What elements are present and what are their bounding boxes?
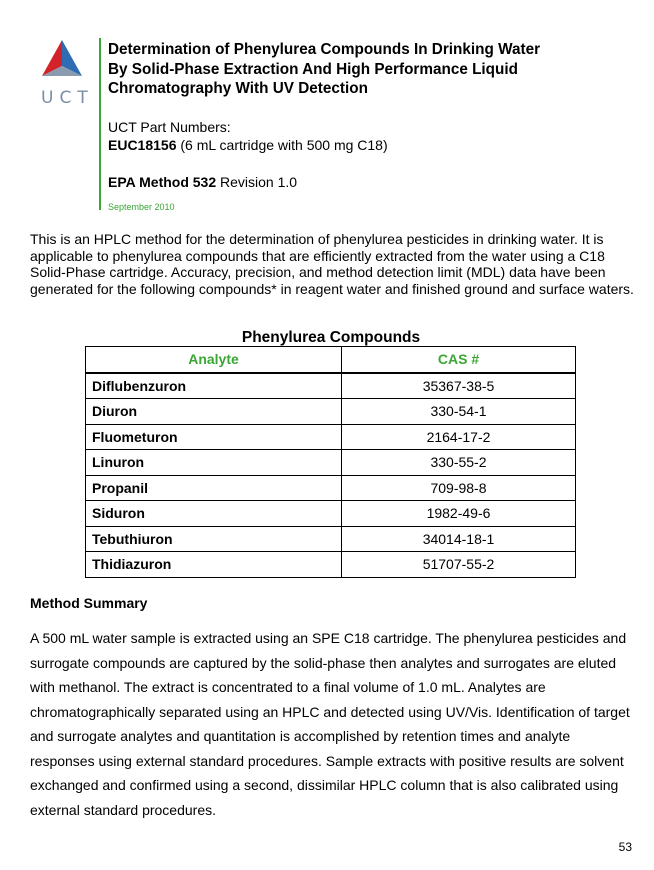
method-line xyxy=(108,173,638,191)
parts-label: UCT Part Numbers: xyxy=(108,118,231,135)
cas-number: 1982-49-6 xyxy=(342,501,576,527)
analyte-name: Fluometuron xyxy=(86,424,342,450)
analyte-name: Propanil xyxy=(86,475,342,501)
title-line: Chromatography With UV Detection xyxy=(108,80,368,97)
column-header-analyte: Analyte xyxy=(86,347,342,373)
logo-text: UCT xyxy=(41,88,94,108)
header xyxy=(108,40,638,212)
table-row xyxy=(86,501,576,527)
uct-logo xyxy=(38,38,94,112)
table-row xyxy=(86,552,576,578)
cas-number: 330-55-2 xyxy=(342,450,576,476)
method-revision: Revision 1.0 xyxy=(216,173,298,190)
analyte-name: Thidiazuron xyxy=(86,552,342,578)
cas-number: 51707-55-2 xyxy=(342,552,576,578)
table-header-row xyxy=(86,347,576,373)
method-name: EPA Method 532 xyxy=(108,173,217,190)
analyte-name: Diflubenzuron xyxy=(86,373,342,399)
analyte-name: Tebuthiuron xyxy=(86,526,342,552)
header-divider xyxy=(99,38,101,210)
table-title: Phenylurea Compounds xyxy=(241,329,421,346)
publish-date: September 2010 xyxy=(108,201,175,212)
title-line: Determination of Phenylurea Compounds In Drinking Water xyxy=(108,41,541,58)
intro-paragraph: This is an HPLC method for the determination of phenylurea pesticides in drinking water. It is applicable to phenylurea compounds that are efficiently extracted from the water using a C18 Solid-Phase cartridge. Accuracy, precision, and method detection limit (MDL) data have been generated for the following compounds* in reagent water and finished ground and surface waters. xyxy=(30,231,634,297)
table-row xyxy=(86,424,576,450)
table-row xyxy=(86,475,576,501)
analyte-name: Linuron xyxy=(86,450,342,476)
method-summary-paragraph: A 500 mL water sample is extracted using an SPE C18 cartridge. The phenylurea pesticides and surrogate compounds are captured by the solid-phase then analytes and surrogates are eluted with methanol. The extract is concentrated to a final volume of 1.0 mL. Analytes are chromatographically separated using an HPLC and detected using UV/Vis. Identification of target and surrogate analytes and quantitation is accomplished by retention times and analyte responses using external standard procedures. Sample extracts with positive results are solvent exchanged and confirmed using a second, dissimilar HPLC column that is also calibrated using external standard procedures. xyxy=(30,630,630,818)
cas-number: 34014-18-1 xyxy=(342,526,576,552)
analyte-name: Siduron xyxy=(86,501,342,527)
part-description: (6 mL cartridge with 500 mg C18) xyxy=(176,136,388,153)
table-row xyxy=(86,526,576,552)
part-number-line xyxy=(108,136,638,154)
uct-logo-icon xyxy=(38,38,86,82)
document-title xyxy=(108,40,638,99)
cas-number: 330-54-1 xyxy=(342,399,576,425)
title-line: By Solid-Phase Extraction And High Performance Liquid xyxy=(108,60,518,78)
compounds-table xyxy=(85,346,576,578)
cas-number: 2164-17-2 xyxy=(342,424,576,450)
table-row xyxy=(86,399,576,425)
cas-number: 709-98-8 xyxy=(342,475,576,501)
analyte-name: Diuron xyxy=(86,399,342,425)
method-summary-heading: Method Summary xyxy=(30,595,148,611)
column-header-cas: CAS # xyxy=(342,347,576,373)
table-row xyxy=(86,373,576,399)
cas-number: 35367-38-5 xyxy=(342,373,576,399)
table-row xyxy=(86,450,576,476)
part-number: EUC18156 xyxy=(108,136,177,153)
page-number: 53 xyxy=(618,840,632,854)
